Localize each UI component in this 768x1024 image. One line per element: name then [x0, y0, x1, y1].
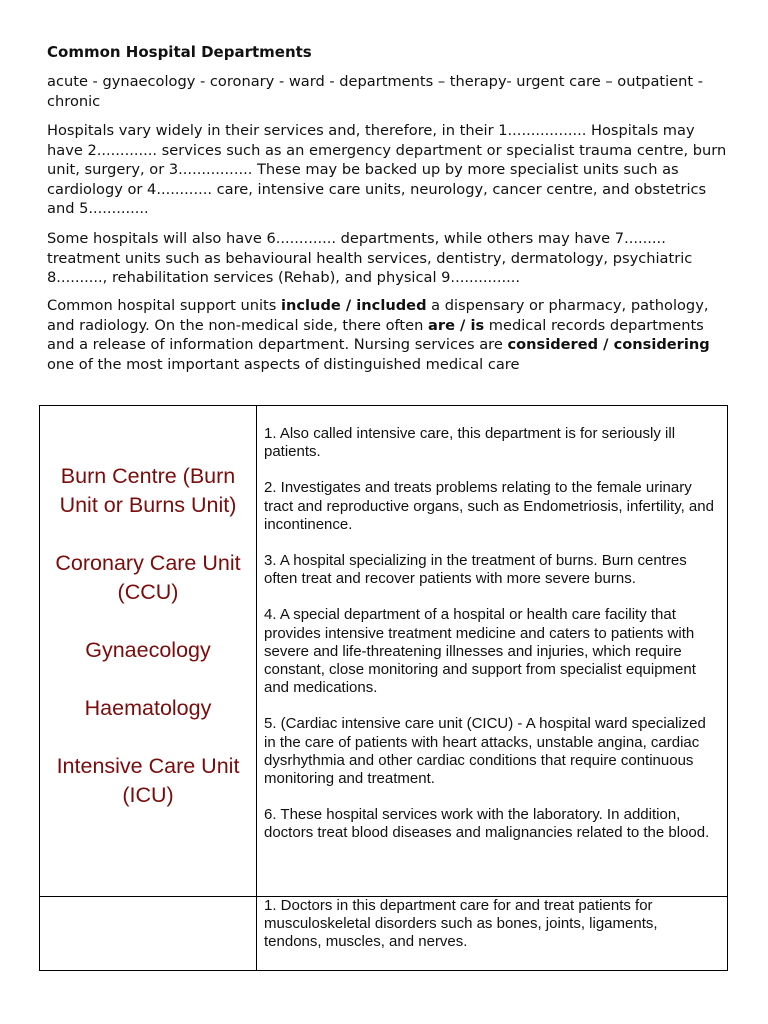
definition-3: 3. A hospital specializing in the treatment of burns. Burn centres often treat and recover patients with more severe burns.: [264, 552, 687, 588]
term-burn-centre: Burn Centre (Burn Unit or Burns Unit): [59, 464, 237, 517]
choice-considered-considering: considered / considering: [507, 336, 710, 353]
term-intensive-care-unit: Intensive Care Unit (ICU): [56, 754, 240, 807]
terms-cell: [40, 406, 257, 897]
terms-list: [40, 406, 256, 810]
paragraph-3-text: medical records departments and a release of information department. Nursing services are: [47, 316, 704, 353]
paragraph-1: Hospitals vary widely in their services and, therefore, in their 1................. Hospitals may have 2............. services such as an emergency department or specialist trauma centre, burn unit, surgery, or 3................ These may be backed up by more specialist units such as cardiology or 4............ care, intensive care units, neurology, cancer centre, and obstetrics and 5.............: [47, 122, 727, 217]
term-gynaecology: Gynaecology: [85, 638, 211, 662]
definitions-cell: [257, 897, 728, 971]
definition-4: 4. A special department of a hospital or health care facility that provides intensive treatment medicine and caters to patients with severe and life-threatening illnesses and injuries, which require constant, close monitoring and support from specialist equipment and medications.: [264, 606, 696, 697]
table-row: [40, 406, 728, 897]
definition-2: 2. Investigates and treats problems relating to the female urinary tract and reproductive organs, such as Endometriosis, infertility, and incontinence.: [264, 479, 714, 533]
term-haematology: Haematology: [84, 696, 212, 720]
definition-6: 6. These hospital services work with the laboratory. In addition, doctors treat blood diseases and malignancies related to the blood.: [264, 806, 710, 842]
paragraph-3: [47, 296, 727, 374]
paragraph-3-text: Common hospital support units: [47, 297, 282, 314]
definition-1: 1. Also called intensive care, this department is for seriously ill patients.: [264, 425, 676, 461]
paragraph-2: Some hospitals will also have 6............. departments, while others may have 7......... treatment units such as behavioural health services, dentistry, dermatology, psychiatric 8.........., rehabilitation services (Rehab), and physical 9...............: [47, 230, 693, 286]
table-row: [40, 897, 728, 971]
term-coronary-care-unit: Coronary Care Unit (CCU): [55, 551, 241, 604]
definitions-list: [257, 897, 727, 952]
matching-table: [39, 405, 728, 971]
definitions-cell: [257, 406, 728, 897]
terms-cell-empty: [40, 897, 257, 971]
paragraph-3-text: one of the most important aspects of distinguished medical care: [47, 355, 520, 373]
paragraph-3-text: a dispensary or pharmacy, pathology, and radiology. On the non-medical side, there often: [47, 297, 709, 334]
word-bank: acute - gynaecology - coronary - ward - departments – therapy- urgent care – outpatient - chronic: [47, 73, 704, 110]
choice-are-is: are / is: [428, 316, 485, 334]
definition-5: 5. (Cardiac intensive care unit (CICU) - A hospital ward specialized in the care of patients with heart attacks, unstable angina, cardiac dysrhythmia and other cardiac conditions that require continuous monitoring and treatment.: [264, 715, 706, 788]
definition-row2-1: 1. Doctors in this department care for and treat patients for musculoskeletal disorders such as bones, joints, ligaments, tendons, muscles, and nerves.: [264, 897, 658, 951]
choice-include-included: include / included: [281, 297, 427, 314]
page-title: Common Hospital Departments: [47, 43, 312, 61]
definitions-list: [257, 406, 727, 843]
